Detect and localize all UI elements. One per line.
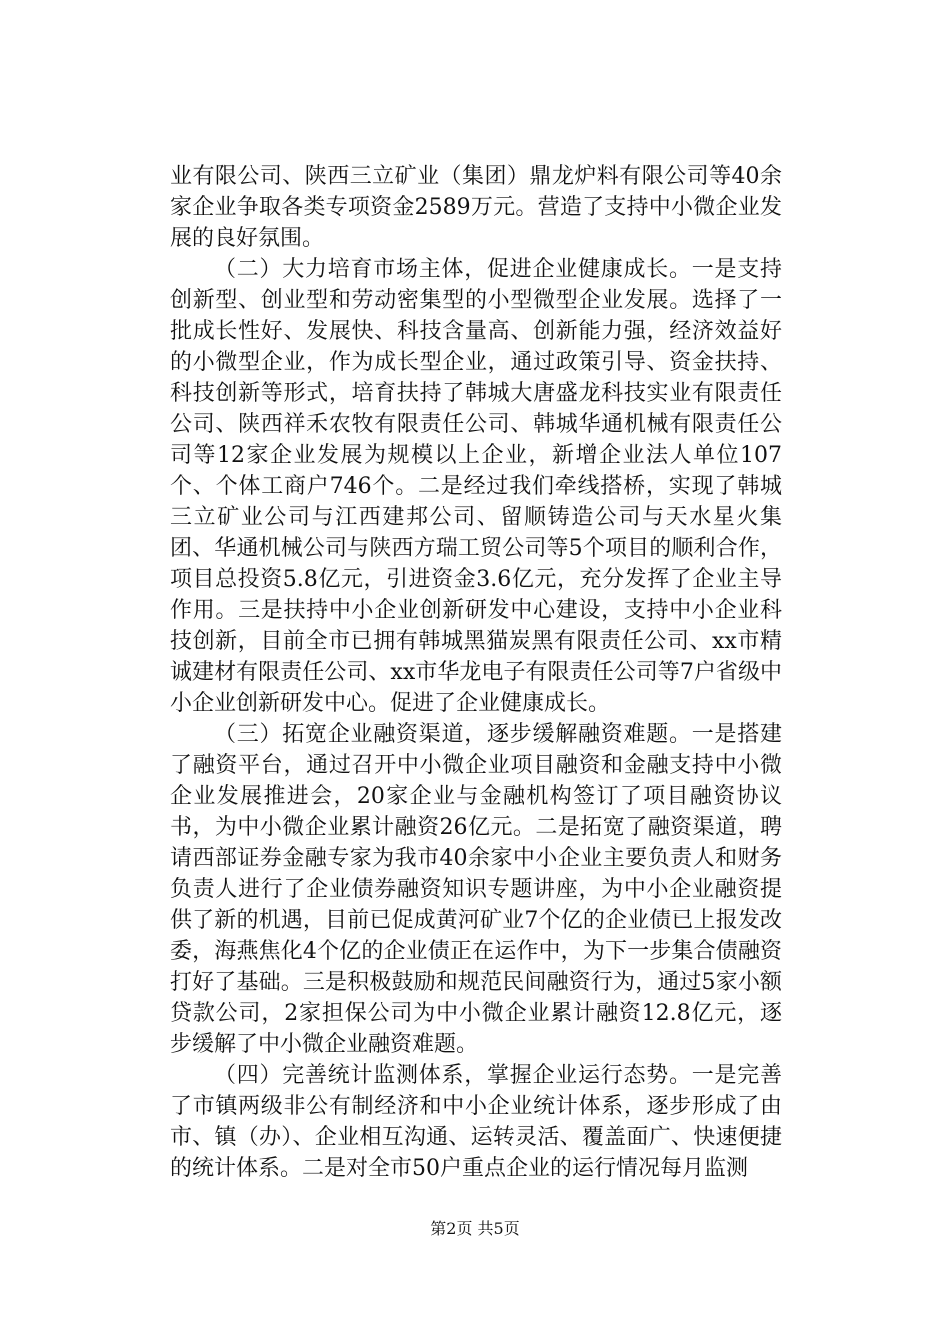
paragraph-section-3: （三）拓宽企业融资渠道，逐步缓解融资难题。一是搭建了融资平台，通过召开中小微企业项目融资和金融支持中小微企业发展推进会，20家企业与金融机构签订了项目融资协议书，为中小微企业累计融资26亿元。二是拓宽了融资渠道，聘请西部证券金融专家为我市40余家中小企业主要负责人和财务负责人进行了企业债券融资知识专题讲座，为中小企业融资提供了新的机遇，目前已促成黄河矿业7个亿的企业债已上报发改委，海燕焦化4个亿的企业债正在运作中，为下一步集合债融资打好了基础。三是积极鼓励和规范民间融资行为，通过5家小额贷款公司，2家担保公司为中小微企业累计融资12.8亿元，逐步缓解了中小微企业融资难题。 [170, 722, 782, 1057]
document-body [170, 161, 782, 1184]
paragraph-section-2: （二）大力培育市场主体，促进企业健康成长。一是支持创新型、创业型和劳动密集型的小型微型企业发展。选择了一批成长性好、发展快、科技含量高、创新能力强，经济效益好的小微型企业，作为成长型企业，通过政策引导、资金扶持、科技创新等形式，培育扶持了韩城大唐盛龙科技实业有限责任公司、陕西祥禾农牧有限责任公司、韩城华通机械有限责任公司等12家企业发展为规模以上企业，新增企业法人单位107个、个体工商户746个。二是经过我们牵线搭桥，实现了韩城三立矿业公司与江西建邦公司、留顺铸造公司与天水星火集团、华通机械公司与陕西方瑞工贸公司等5个项目的顺利合作，项目总投资5.8亿元，引进资金3.6亿元，充分发挥了企业主导作用。三是扶持中小企业创新研发中心建设，支持中小企业科技创新，目前全市已拥有韩城黑猫炭黑有限责任公司、xx市精诚建材有限责任公司、xx市华龙电子有限责任公司等7户省级中小企业创新研发中心。促进了企业健康成长。 [170, 257, 782, 716]
paragraph-section-4: （四）完善统计监测体系，掌握企业运行态势。一是完善了市镇两级非公有制经济和中小企业统计体系，逐步形成了由市、镇（办）、企业相互沟通、运转灵活、覆盖面广、快速便捷的统计体系。二是对全市50户重点企业的运行情况每月监测 [170, 1063, 782, 1181]
page-number-footer: 第2页 共5页 [430, 1219, 520, 1238]
paragraph-continuation: 业有限公司、陕西三立矿业（集团）鼎龙炉料有限公司等40余家企业争取各类专项资金2589万元。营造了支持中小微企业发展的良好氛围。 [170, 164, 782, 251]
